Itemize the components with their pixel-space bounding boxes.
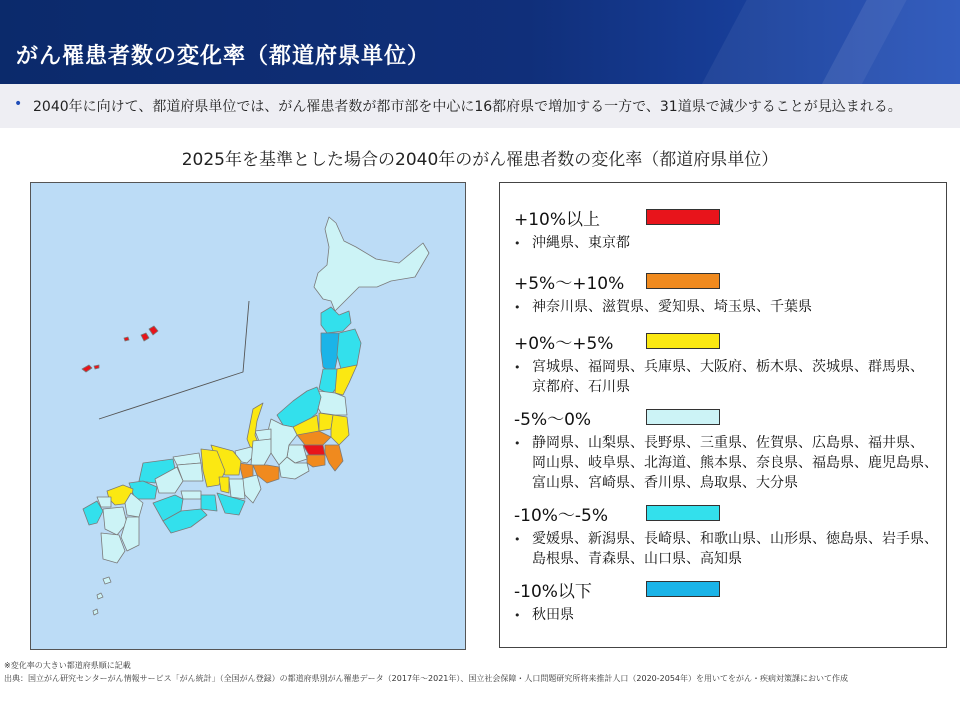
map-region-okinawa <box>141 333 149 341</box>
map-region-osaka <box>219 477 229 493</box>
legend-prefectures <box>532 433 947 493</box>
legend-prefectures <box>532 529 947 569</box>
legend-prefectures <box>532 297 947 317</box>
map-region-miyagi <box>335 365 357 395</box>
map-region-kagoshima <box>97 593 103 599</box>
map-region-aomori <box>321 307 351 333</box>
summary-text: 2040年に向けて、都道府県単位では、がん罹患者数が都市部を中心に16都府県で増加する一方で、31道県で減少することが見込まれる。 <box>33 99 902 115</box>
legend-swatch <box>646 333 720 349</box>
legend-swatch <box>646 209 720 225</box>
legend-prefecture-line: 静岡県、山梨県、長野県、三重県、佐賀県、広島県、福井県、 <box>532 435 924 451</box>
legend-swatch <box>646 581 720 597</box>
legend-prefecture-line: 神奈川県、滋賀県、愛知県、埼玉県、千葉県 <box>532 299 812 315</box>
legend-prefectures <box>532 233 947 253</box>
map-region-okinawa <box>82 365 92 372</box>
legend-swatch <box>646 273 720 289</box>
legend-prefectures <box>532 357 947 397</box>
legend-label: +5%～+10% <box>514 274 625 294</box>
legend-swatch <box>646 409 720 425</box>
map-region-kagawa <box>181 491 201 499</box>
legend-label: -10%以下 <box>514 582 592 602</box>
map-region-kagoshima <box>103 577 111 584</box>
footnote-source: 出典：国立がん研究センターがん情報サービス「がん統計」（全国がん登録）の都道府県別がん罹患データ（2017年～2021年）、国立社会保障・人口問題研究所将来推計人口（2020-2054年）を用いてをがん・疾病対策課において作成 <box>4 674 848 683</box>
legend-prefecture-line: 沖縄県、東京都 <box>532 235 630 251</box>
legend-swatch <box>646 505 720 521</box>
figure-title: 2025年を基準とした場合の2040年のがん罹患者数の変化率（都道府県単位） <box>181 150 779 170</box>
map-region-gifu <box>251 439 271 467</box>
legend-bullet: • <box>514 533 521 546</box>
okinawa-inset-line <box>99 301 249 419</box>
header-bar <box>0 0 960 84</box>
legend-bullet: • <box>514 301 521 314</box>
japan-map <box>30 182 466 650</box>
map-region-iwate <box>337 329 361 369</box>
map-region-akita <box>321 333 339 373</box>
map-region-hokkaido <box>314 217 429 311</box>
legend-bullet: • <box>514 237 521 250</box>
map-region-nara <box>229 479 245 499</box>
legend-prefecture-line: 秋田県 <box>532 607 574 623</box>
summary-bullet: • <box>14 96 23 112</box>
legend-prefecture-line: 島根県、青森県、山口県、高知県 <box>532 551 742 567</box>
map-region-okinawa <box>94 365 99 369</box>
page-title: がん罹患者数の変化率（都道府県単位） <box>16 44 431 69</box>
legend-bullet: • <box>514 437 521 450</box>
map-region-ibaraki <box>331 415 349 445</box>
footnote-order: ※変化率の大きい都道府県順に記載 <box>4 661 131 670</box>
legend-prefecture-line: 岡山県、岐阜県、北海道、熊本県、奈良県、福島県、鹿児島県、 <box>532 455 938 471</box>
legend-prefecture-line: 宮城県、福岡県、兵庫県、大阪府、栃木県、茨城県、群馬県、 <box>532 359 924 375</box>
map-region-okinawa <box>149 326 158 335</box>
map-region-kagoshima <box>93 609 98 615</box>
legend-bullet: • <box>514 361 521 374</box>
legend-prefecture-line: 京都府、石川県 <box>532 379 630 395</box>
legend-prefectures <box>532 605 947 625</box>
legend-label: -5%～0% <box>514 410 592 430</box>
legend-label: +0%～+5% <box>514 334 614 354</box>
legend-label: +10%以上 <box>514 210 601 230</box>
legend-bullet: • <box>514 609 521 622</box>
legend-prefecture-line: 愛媛県、新潟県、長崎県、和歌山県、山形県、徳島県、岩手県、 <box>532 531 938 547</box>
legend-label: -10%～-5% <box>514 506 609 526</box>
legend-box <box>499 182 947 648</box>
summary-band <box>0 84 960 128</box>
map-region-chiba <box>325 445 343 471</box>
map-region-okinawa <box>124 337 129 341</box>
japan-map-svg <box>31 183 465 649</box>
legend-prefecture-line: 富山県、宮崎県、香川県、鳥取県、大分県 <box>532 475 798 491</box>
map-region-kanagawa <box>307 455 325 467</box>
map-region-tokushima <box>201 495 217 511</box>
map-region-tokyo <box>303 445 325 455</box>
